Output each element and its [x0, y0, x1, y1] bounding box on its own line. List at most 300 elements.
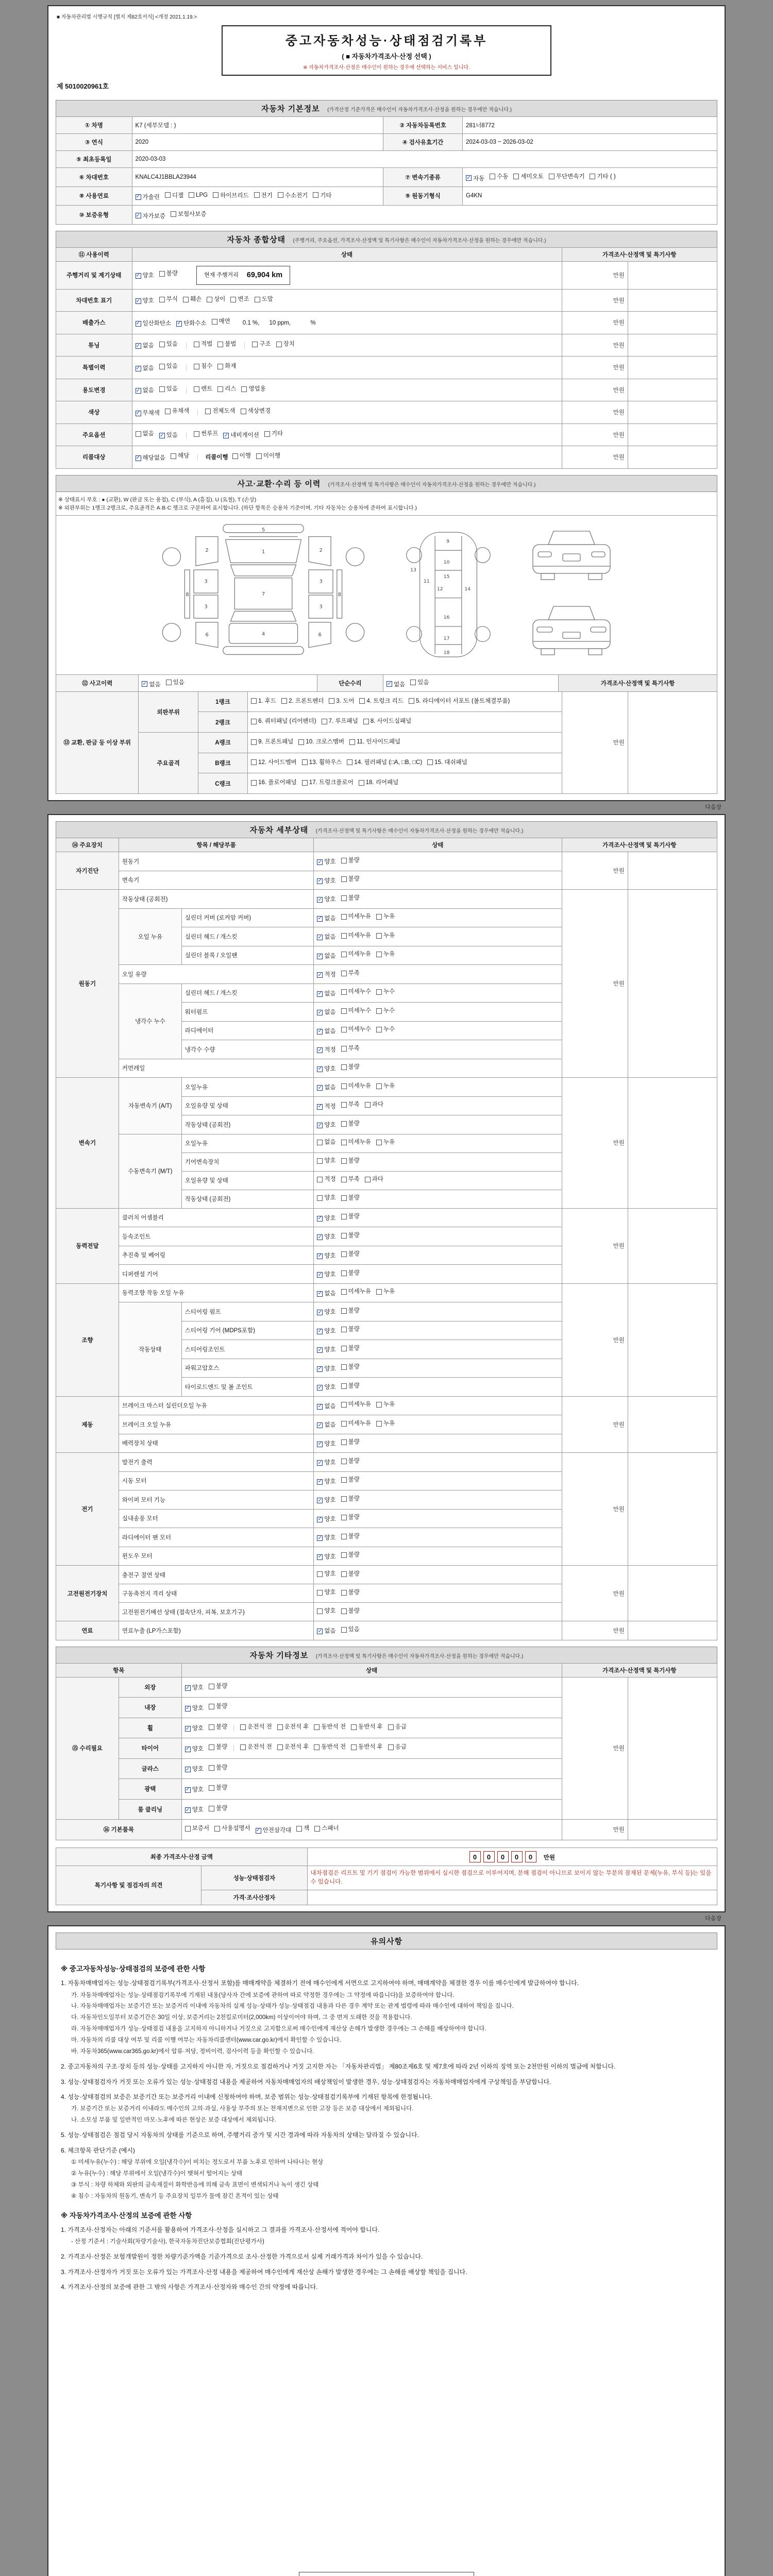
- checkbox-empty-icon[interactable]: [410, 680, 416, 685]
- checkbox-option[interactable]: [376, 1286, 395, 1298]
- checkbox-option[interactable]: [351, 1721, 383, 1733]
- checkbox-checked-icon[interactable]: ✓: [160, 432, 164, 438]
- checkbox-option[interactable]: [136, 340, 154, 352]
- checkbox-option[interactable]: [209, 1741, 227, 1753]
- checkbox-option[interactable]: [317, 1250, 335, 1262]
- checkbox-option[interactable]: [341, 1399, 371, 1411]
- checkbox-option[interactable]: [185, 1723, 204, 1735]
- checkbox-empty-icon[interactable]: [159, 297, 165, 302]
- checkbox-checked-icon[interactable]: ✓: [317, 1122, 323, 1128]
- checkbox-option[interactable]: [376, 1137, 395, 1148]
- checkbox-empty-icon[interactable]: [351, 1744, 357, 1750]
- checkbox-option[interactable]: [341, 1361, 360, 1373]
- checkbox-checked-icon[interactable]: ✓: [186, 1787, 190, 1793]
- checkbox-option[interactable]: [217, 361, 236, 372]
- checkbox-checked-icon[interactable]: ✓: [317, 1328, 323, 1334]
- checkbox-empty-icon[interactable]: [255, 297, 260, 302]
- checkbox-option[interactable]: [183, 294, 201, 306]
- checkbox-option[interactable]: [212, 316, 230, 328]
- checkbox-option[interactable]: [277, 1741, 309, 1753]
- checkbox-checked-icon[interactable]: ✓: [136, 343, 141, 349]
- checkbox-empty-icon[interactable]: [341, 1383, 347, 1389]
- checkbox-empty-icon[interactable]: [365, 1177, 371, 1182]
- checkbox-option[interactable]: [341, 1568, 360, 1580]
- checkbox-checked-icon[interactable]: ✓: [317, 1009, 323, 1015]
- checkbox-option[interactable]: [136, 363, 154, 375]
- checkbox-option[interactable]: [317, 931, 335, 943]
- checkbox-option[interactable]: [194, 338, 212, 350]
- checkbox-option[interactable]: [549, 172, 585, 180]
- checkbox-option[interactable]: [317, 1476, 335, 1488]
- checkbox-empty-icon[interactable]: [183, 297, 189, 302]
- checkbox-option[interactable]: [359, 776, 399, 789]
- checkbox-option[interactable]: [317, 1213, 335, 1225]
- checkbox-option[interactable]: [159, 361, 178, 372]
- checkbox-checked-icon[interactable]: ✓: [186, 1807, 190, 1813]
- checkbox-option[interactable]: [341, 1512, 360, 1523]
- checkbox-checked-icon[interactable]: ✓: [317, 1272, 323, 1278]
- checkbox-option[interactable]: [317, 1457, 335, 1469]
- checkbox-option[interactable]: [194, 428, 218, 440]
- checkbox-empty-icon[interactable]: [341, 1477, 347, 1483]
- checkbox-empty-icon[interactable]: [341, 1402, 347, 1408]
- checkbox-option[interactable]: [341, 1587, 360, 1599]
- checkbox-option[interactable]: [386, 680, 405, 688]
- checkbox-option[interactable]: [217, 383, 236, 395]
- checkbox-checked-icon[interactable]: ✓: [136, 212, 141, 218]
- checkbox-option[interactable]: [341, 892, 360, 904]
- checkbox-empty-icon[interactable]: [341, 1008, 347, 1014]
- checkbox-option[interactable]: [317, 1307, 335, 1318]
- checkbox-empty-icon[interactable]: [376, 952, 382, 957]
- checkbox-option[interactable]: [185, 1682, 204, 1694]
- checkbox-checked-icon[interactable]: ✓: [317, 1516, 323, 1522]
- checkbox-option[interactable]: [251, 736, 293, 748]
- checkbox-option[interactable]: [313, 191, 331, 199]
- checkbox-checked-icon[interactable]: ✓: [186, 1705, 190, 1711]
- checkbox-empty-icon[interactable]: [376, 914, 382, 920]
- checkbox-option[interactable]: [376, 1080, 395, 1092]
- checkbox-option[interactable]: [317, 1269, 335, 1281]
- checkbox-option[interactable]: [136, 452, 165, 464]
- checkbox-option[interactable]: [341, 1024, 371, 1036]
- checkbox-option[interactable]: [317, 1137, 335, 1148]
- checkbox-option[interactable]: [317, 1532, 335, 1544]
- checkbox-checked-icon[interactable]: ✓: [142, 681, 147, 687]
- checkbox-option[interactable]: [317, 1551, 335, 1563]
- checkbox-empty-icon[interactable]: [376, 1402, 382, 1408]
- checkbox-empty-icon[interactable]: [341, 1552, 347, 1558]
- checkbox-option[interactable]: [317, 1026, 335, 1038]
- checkbox-empty-icon[interactable]: [317, 1158, 323, 1164]
- checkbox-checked-icon[interactable]: ✓: [317, 972, 323, 978]
- checkbox-checked-icon[interactable]: ✓: [136, 320, 141, 326]
- checkbox-option[interactable]: [136, 408, 160, 419]
- checkbox-empty-icon[interactable]: [427, 759, 433, 765]
- checkbox-option[interactable]: [322, 715, 358, 727]
- checkbox-option[interactable]: [171, 210, 207, 218]
- checkbox-option[interactable]: [410, 678, 429, 686]
- checkbox-option[interactable]: [281, 695, 324, 707]
- checkbox-empty-icon[interactable]: [241, 409, 246, 414]
- checkbox-empty-icon[interactable]: [341, 1233, 347, 1239]
- checkbox-option[interactable]: [317, 875, 335, 887]
- checkbox-option[interactable]: [255, 294, 273, 306]
- checkbox-option[interactable]: [176, 318, 206, 330]
- checkbox-option[interactable]: [376, 986, 395, 998]
- checkbox-empty-icon[interactable]: [363, 719, 369, 724]
- checkbox-empty-icon[interactable]: [376, 1289, 382, 1295]
- checkbox-empty-icon[interactable]: [159, 364, 165, 369]
- checkbox-empty-icon[interactable]: [194, 342, 199, 347]
- checkbox-empty-icon[interactable]: [341, 1627, 347, 1633]
- checkbox-option[interactable]: [142, 680, 160, 688]
- checkbox-empty-icon[interactable]: [277, 1744, 283, 1750]
- checkbox-option[interactable]: [376, 1418, 395, 1430]
- checkbox-checked-icon[interactable]: ✓: [317, 1384, 323, 1391]
- checkbox-empty-icon[interactable]: [341, 1346, 347, 1351]
- checkbox-option[interactable]: [165, 405, 189, 417]
- checkbox-option[interactable]: [317, 1192, 335, 1204]
- checkbox-empty-icon[interactable]: [276, 342, 282, 347]
- checkbox-option[interactable]: [314, 1741, 346, 1753]
- checkbox-option[interactable]: [409, 695, 510, 707]
- checkbox-empty-icon[interactable]: [314, 1724, 320, 1730]
- checkbox-empty-icon[interactable]: [209, 1806, 214, 1811]
- checkbox-option[interactable]: [317, 1625, 335, 1637]
- checkbox-empty-icon[interactable]: [376, 1008, 382, 1014]
- checkbox-option[interactable]: [166, 678, 184, 686]
- checkbox-option[interactable]: [341, 1380, 360, 1392]
- checkbox-checked-icon[interactable]: ✓: [136, 387, 141, 394]
- checkbox-option[interactable]: [317, 1401, 335, 1413]
- checkbox-empty-icon[interactable]: [341, 1214, 347, 1219]
- checkbox-checked-icon[interactable]: ✓: [317, 1253, 323, 1259]
- checkbox-empty-icon[interactable]: [194, 386, 199, 392]
- checkbox-option[interactable]: [341, 968, 360, 979]
- checkbox-option[interactable]: [317, 1231, 335, 1243]
- checkbox-checked-icon[interactable]: ✓: [317, 878, 323, 884]
- checkbox-option[interactable]: [341, 1267, 360, 1279]
- checkbox-checked-icon[interactable]: ✓: [317, 991, 323, 997]
- checkbox-empty-icon[interactable]: [212, 319, 217, 325]
- checkbox-checked-icon[interactable]: ✓: [256, 1827, 261, 1834]
- checkbox-empty-icon[interactable]: [341, 1064, 347, 1070]
- checkbox-option[interactable]: [317, 1044, 335, 1056]
- checkbox-option[interactable]: [217, 338, 236, 350]
- checkbox-empty-icon[interactable]: [376, 933, 382, 939]
- checkbox-empty-icon[interactable]: [240, 1744, 246, 1750]
- checkbox-checked-icon[interactable]: ✓: [186, 1746, 190, 1752]
- checkbox-option[interactable]: [136, 193, 160, 201]
- checkbox-option[interactable]: [341, 1174, 360, 1185]
- checkbox-option[interactable]: [317, 988, 335, 1000]
- checkbox-empty-icon[interactable]: [251, 719, 257, 724]
- checkbox-empty-icon[interactable]: [298, 739, 304, 745]
- checkbox-empty-icon[interactable]: [159, 386, 165, 392]
- checkbox-empty-icon[interactable]: [376, 1421, 382, 1427]
- checkbox-option[interactable]: [205, 405, 235, 417]
- checkbox-checked-icon[interactable]: ✓: [317, 1084, 323, 1091]
- checkbox-option[interactable]: [341, 1624, 360, 1636]
- checkbox-checked-icon[interactable]: ✓: [317, 1215, 323, 1222]
- checkbox-empty-icon[interactable]: [217, 342, 223, 347]
- checkbox-option[interactable]: [351, 1741, 383, 1753]
- checkbox-option[interactable]: [317, 1155, 335, 1167]
- checkbox-option[interactable]: [317, 1363, 335, 1375]
- checkbox-option[interactable]: [341, 1605, 360, 1617]
- checkbox-option[interactable]: [341, 1436, 360, 1448]
- checkbox-empty-icon[interactable]: [341, 971, 347, 976]
- checkbox-option[interactable]: [317, 1605, 335, 1617]
- checkbox-empty-icon[interactable]: [388, 1724, 394, 1730]
- checkbox-empty-icon[interactable]: [341, 1571, 347, 1577]
- checkbox-empty-icon[interactable]: [341, 1121, 347, 1127]
- checkbox-empty-icon[interactable]: [171, 453, 176, 459]
- checkbox-option[interactable]: [256, 1825, 292, 1837]
- checkbox-option[interactable]: [341, 1531, 360, 1543]
- checkbox-checked-icon[interactable]: ✓: [136, 298, 141, 304]
- checkbox-empty-icon[interactable]: [359, 698, 365, 704]
- checkbox-option[interactable]: [298, 736, 344, 748]
- checkbox-checked-icon[interactable]: ✓: [136, 365, 141, 371]
- checkbox-empty-icon[interactable]: [165, 192, 171, 198]
- checkbox-option[interactable]: [341, 1155, 360, 1167]
- checkbox-empty-icon[interactable]: [376, 1027, 382, 1032]
- checkbox-empty-icon[interactable]: [341, 1289, 347, 1295]
- checkbox-empty-icon[interactable]: [232, 453, 238, 459]
- checkbox-option[interactable]: [136, 212, 165, 220]
- checkbox-option[interactable]: [317, 1063, 335, 1075]
- checkbox-empty-icon[interactable]: [317, 1177, 323, 1182]
- checkbox-empty-icon[interactable]: [251, 759, 257, 765]
- checkbox-option[interactable]: [264, 428, 283, 440]
- checkbox-option[interactable]: [341, 1043, 360, 1055]
- checkbox-empty-icon[interactable]: [513, 174, 519, 179]
- checkbox-option[interactable]: [317, 1438, 335, 1450]
- checkbox-option[interactable]: [185, 1743, 204, 1755]
- checkbox-empty-icon[interactable]: [240, 1724, 246, 1730]
- checkbox-option[interactable]: [317, 969, 335, 981]
- checkbox-empty-icon[interactable]: [341, 952, 347, 957]
- checkbox-option[interactable]: [314, 1721, 346, 1733]
- checkbox-option[interactable]: [590, 172, 615, 180]
- checkbox-checked-icon[interactable]: ✓: [317, 1554, 323, 1560]
- checkbox-empty-icon[interactable]: [341, 1308, 347, 1314]
- checkbox-option[interactable]: [317, 1174, 335, 1185]
- checkbox-empty-icon[interactable]: [136, 431, 141, 437]
- checkbox-empty-icon[interactable]: [590, 174, 595, 179]
- checkbox-option[interactable]: [209, 1701, 227, 1713]
- checkbox-option[interactable]: [341, 911, 371, 923]
- checkbox-option[interactable]: [341, 1286, 371, 1298]
- checkbox-checked-icon[interactable]: ✓: [224, 432, 228, 438]
- checkbox-checked-icon[interactable]: ✓: [317, 1066, 323, 1072]
- checkbox-empty-icon[interactable]: [302, 780, 308, 786]
- checkbox-empty-icon[interactable]: [341, 1102, 347, 1108]
- checkbox-option[interactable]: [376, 948, 395, 960]
- checkbox-option[interactable]: [209, 1782, 227, 1794]
- checkbox-option[interactable]: [341, 1192, 360, 1204]
- checkbox-option[interactable]: [136, 385, 154, 397]
- checkbox-option[interactable]: [341, 948, 371, 960]
- checkbox-empty-icon[interactable]: [322, 719, 327, 724]
- checkbox-empty-icon[interactable]: [256, 453, 262, 459]
- checkbox-empty-icon[interactable]: [296, 1826, 302, 1832]
- checkbox-option[interactable]: [317, 1082, 335, 1094]
- checkbox-option[interactable]: [185, 1703, 204, 1715]
- checkbox-empty-icon[interactable]: [376, 1140, 382, 1145]
- checkbox-empty-icon[interactable]: [341, 1590, 347, 1596]
- checkbox-empty-icon[interactable]: [341, 1421, 347, 1427]
- checkbox-option[interactable]: [185, 1823, 209, 1835]
- checkbox-empty-icon[interactable]: [205, 409, 211, 414]
- checkbox-option[interactable]: [317, 1587, 335, 1599]
- checkbox-empty-icon[interactable]: [314, 1744, 320, 1750]
- checkbox-empty-icon[interactable]: [166, 680, 172, 685]
- checkbox-option[interactable]: [388, 1741, 407, 1753]
- checkbox-option[interactable]: [341, 986, 371, 998]
- checkbox-option[interactable]: [317, 1382, 335, 1394]
- checkbox-empty-icon[interactable]: [277, 1724, 283, 1730]
- checkbox-empty-icon[interactable]: [209, 1765, 214, 1771]
- checkbox-option[interactable]: [376, 1024, 395, 1036]
- checkbox-option[interactable]: [341, 873, 360, 885]
- checkbox-empty-icon[interactable]: [209, 1684, 214, 1689]
- checkbox-checked-icon[interactable]: ✓: [136, 273, 141, 278]
- checkbox-option[interactable]: [341, 1080, 371, 1092]
- checkbox-empty-icon[interactable]: [341, 1534, 347, 1539]
- checkbox-empty-icon[interactable]: [349, 739, 355, 745]
- checkbox-empty-icon[interactable]: [209, 1785, 214, 1791]
- checkbox-empty-icon[interactable]: [165, 409, 171, 414]
- checkbox-checked-icon[interactable]: ✓: [317, 1441, 323, 1447]
- checkbox-option[interactable]: [466, 174, 484, 182]
- checkbox-checked-icon[interactable]: ✓: [186, 1685, 190, 1691]
- checkbox-empty-icon[interactable]: [252, 342, 258, 347]
- checkbox-option[interactable]: [317, 1419, 335, 1431]
- checkbox-option[interactable]: [256, 450, 280, 462]
- checkbox-option[interactable]: [341, 1418, 371, 1430]
- checkbox-checked-icon[interactable]: ✓: [136, 410, 141, 416]
- checkbox-option[interactable]: [251, 715, 316, 727]
- checkbox-option[interactable]: [214, 1823, 250, 1835]
- checkbox-empty-icon[interactable]: [314, 1826, 320, 1832]
- checkbox-option[interactable]: [159, 294, 178, 306]
- checkbox-option[interactable]: [317, 856, 335, 868]
- checkbox-option[interactable]: [241, 405, 271, 417]
- checkbox-checked-icon[interactable]: ✓: [317, 916, 323, 922]
- checkbox-option[interactable]: [329, 695, 354, 707]
- checkbox-option[interactable]: [317, 1288, 335, 1300]
- checkbox-option[interactable]: [513, 172, 543, 180]
- checkbox-option[interactable]: [317, 1007, 335, 1019]
- checkbox-option[interactable]: [185, 1804, 204, 1816]
- checkbox-checked-icon[interactable]: ✓: [317, 896, 323, 903]
- checkbox-checked-icon[interactable]: ✓: [466, 175, 471, 181]
- checkbox-empty-icon[interactable]: [341, 1083, 347, 1089]
- checkbox-empty-icon[interactable]: [251, 739, 257, 745]
- checkbox-checked-icon[interactable]: ✓: [317, 1497, 323, 1503]
- checkbox-option[interactable]: [185, 1764, 204, 1775]
- checkbox-option[interactable]: [240, 1721, 272, 1733]
- checkbox-option[interactable]: [341, 1549, 360, 1561]
- checkbox-empty-icon[interactable]: [189, 192, 194, 198]
- checkbox-option[interactable]: [341, 1118, 360, 1130]
- checkbox-empty-icon[interactable]: [341, 858, 347, 863]
- checkbox-option[interactable]: [388, 1721, 407, 1733]
- checkbox-empty-icon[interactable]: [341, 1195, 347, 1201]
- checkbox-checked-icon[interactable]: ✓: [317, 1347, 323, 1353]
- checkbox-empty-icon[interactable]: [317, 1571, 323, 1577]
- checkbox-option[interactable]: [341, 1305, 360, 1317]
- checkbox-empty-icon[interactable]: [278, 192, 283, 198]
- checkbox-empty-icon[interactable]: [341, 914, 347, 920]
- checkbox-checked-icon[interactable]: ✓: [317, 1366, 323, 1372]
- checkbox-empty-icon[interactable]: [317, 1590, 323, 1596]
- checkbox-option[interactable]: [209, 1721, 227, 1733]
- checkbox-option[interactable]: [317, 1514, 335, 1526]
- checkbox-option[interactable]: [341, 1324, 360, 1335]
- checkbox-empty-icon[interactable]: [341, 1459, 347, 1464]
- checkbox-option[interactable]: [341, 930, 371, 942]
- checkbox-option[interactable]: [189, 192, 208, 198]
- checkbox-option[interactable]: [230, 294, 249, 306]
- checkbox-empty-icon[interactable]: [359, 780, 364, 786]
- checkbox-empty-icon[interactable]: [341, 1027, 347, 1032]
- checkbox-option[interactable]: [359, 695, 404, 707]
- checkbox-option[interactable]: [317, 1101, 335, 1113]
- checkbox-empty-icon[interactable]: [351, 1724, 357, 1730]
- checkbox-option[interactable]: [159, 383, 178, 395]
- checkbox-option[interactable]: [317, 1495, 335, 1506]
- checkbox-option[interactable]: [317, 1120, 335, 1131]
- checkbox-empty-icon[interactable]: [341, 895, 347, 901]
- checkbox-option[interactable]: [317, 913, 335, 925]
- checkbox-empty-icon[interactable]: [341, 933, 347, 939]
- checkbox-option[interactable]: [136, 295, 154, 307]
- checkbox-checked-icon[interactable]: ✓: [317, 1628, 323, 1634]
- checkbox-checked-icon[interactable]: ✓: [317, 1028, 323, 1035]
- checkbox-empty-icon[interactable]: [341, 1327, 347, 1332]
- checkbox-checked-icon[interactable]: ✓: [317, 1104, 323, 1110]
- checkbox-empty-icon[interactable]: [185, 1826, 191, 1832]
- checkbox-option[interactable]: [136, 318, 172, 330]
- checkbox-empty-icon[interactable]: [341, 1608, 347, 1614]
- checkbox-empty-icon[interactable]: [241, 386, 247, 392]
- checkbox-empty-icon[interactable]: [388, 1744, 394, 1750]
- checkbox-option[interactable]: [159, 338, 178, 350]
- checkbox-empty-icon[interactable]: [317, 1140, 323, 1145]
- checkbox-option[interactable]: [376, 1399, 395, 1411]
- checkbox-empty-icon[interactable]: [365, 1102, 371, 1108]
- checkbox-empty-icon[interactable]: [341, 1496, 347, 1502]
- checkbox-option[interactable]: [341, 1343, 360, 1354]
- checkbox-empty-icon[interactable]: [341, 989, 347, 995]
- checkbox-option[interactable]: [207, 294, 225, 306]
- checkbox-option[interactable]: [317, 1568, 335, 1580]
- checkbox-option[interactable]: [209, 1803, 227, 1815]
- checkbox-empty-icon[interactable]: [302, 759, 308, 765]
- checkbox-option[interactable]: [317, 1344, 335, 1356]
- checkbox-empty-icon[interactable]: [317, 1608, 323, 1614]
- checkbox-empty-icon[interactable]: [549, 174, 554, 179]
- checkbox-option[interactable]: [376, 911, 395, 923]
- checkbox-option[interactable]: [341, 1061, 360, 1073]
- checkbox-option[interactable]: [165, 191, 183, 199]
- checkbox-checked-icon[interactable]: ✓: [317, 934, 323, 940]
- checkbox-option[interactable]: [341, 1493, 360, 1505]
